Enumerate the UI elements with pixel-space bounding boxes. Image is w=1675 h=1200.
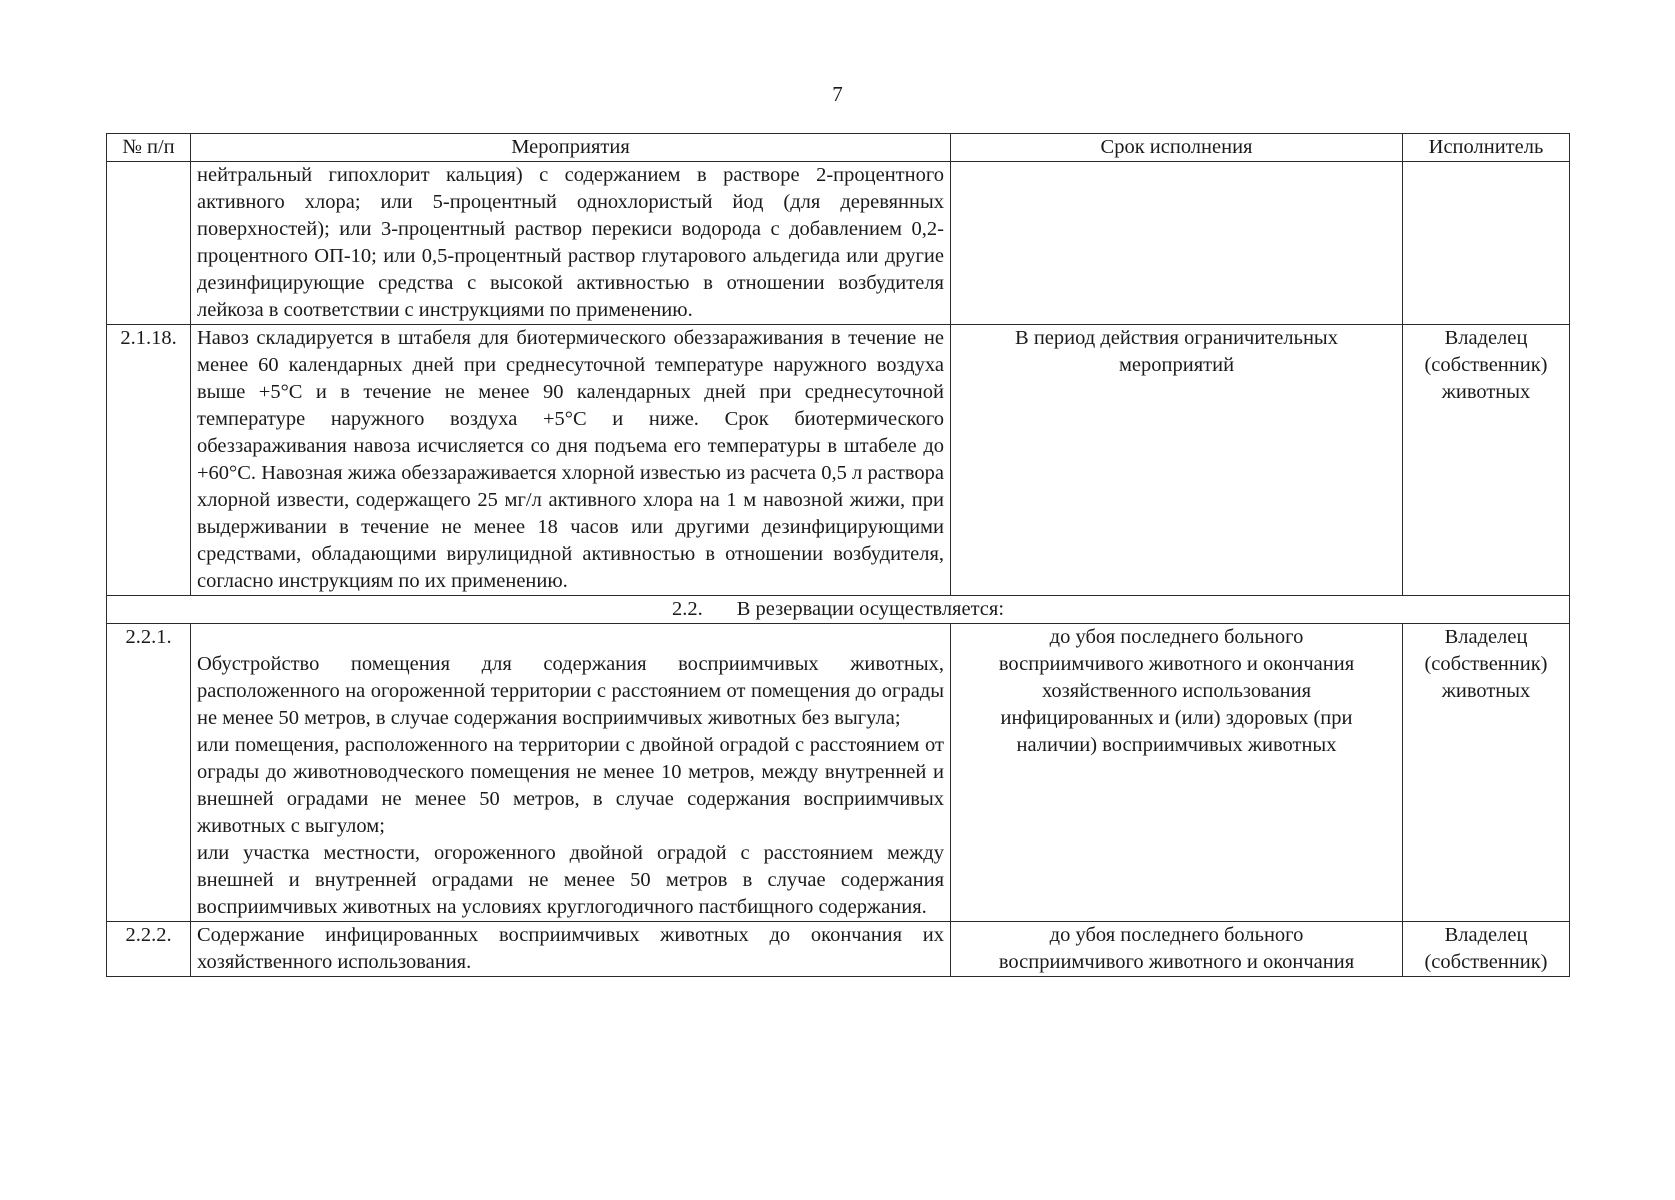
row-term: [951, 162, 1403, 325]
section-row: [107, 596, 1570, 624]
section-heading: [107, 596, 1570, 624]
measures-table: [106, 133, 1570, 977]
table-header-row: [107, 134, 1570, 162]
table-row: [107, 325, 1570, 596]
header-term: Срок исполнения: [951, 134, 1403, 162]
row-text: Обустройство помещения для содержания восприимчивых животных, расположенного на огороженной территории с расстоянием от помещения до ограды не менее 50 метров, в случае содержания восприимчивых животных без выгула; или помещения, расположенного на территории с двойной оградой с расстоянием от ограды до животноводческого помещения не менее 10 метров, между внутренней и внешней оградами не менее 50 метров, в случае содержания восприимчивых животных с выгулом; или участка местности, огороженного двойной оградой с расстоянием между внешней и внутренней оградами не менее 50 метров в случае содержания восприимчивых животных на условиях круглогодичного пастбищного содержания.: [191, 624, 951, 922]
row-term: В период действия ограничительных мероприятий: [951, 325, 1403, 596]
row-text: Содержание инфицированных восприимчивых животных до окончания их хозяйственного использования.: [191, 922, 951, 977]
row-term: до убоя последнего больного восприимчивого животного и окончания: [951, 922, 1403, 977]
row-executor: [1403, 162, 1570, 325]
table-row: [107, 922, 1570, 977]
header-num: № п/п: [107, 134, 191, 162]
row-executor: Владелец (собственник) животных: [1403, 325, 1570, 596]
page-number: 7: [832, 82, 843, 106]
row-text: Навоз складируется в штабеля для биотермического обеззараживания в течение не менее 60 календарных дней при среднесуточной температуре наружного воздуха выше +5°С и в течение не менее 90 календарных дней при среднесуточной температуре наружного воздуха +5°С и ниже. Срок биотермического обеззараживания навоза исчисляется со дня подъема его температуры в штабеле до +60°С. Навозная жижа обеззараживается хлорной известью из расчета 0,5 л раствора хлорной извести, содержащего 25 мг/л активного хлора на 1 м навозной жижи, при выдерживании в течение не менее 18 часов или другими дезинфицирующими средствами, обладающими вирулицидной активностью в отношении возбудителя, согласно инструкциям по их применению.: [191, 325, 951, 596]
row-term: до убоя последнего больного восприимчивого животного и окончания хозяйственного использования инфицированных и (или) здоровых (при наличии) восприимчивых животных: [951, 624, 1403, 922]
table-row: [107, 624, 1570, 922]
row-num: 2.2.2.: [107, 922, 191, 977]
row-executor: Владелец (собственник): [1403, 922, 1570, 977]
row-executor: Владелец (собственник) животных: [1403, 624, 1570, 922]
header-measures: Мероприятия: [191, 134, 951, 162]
section-title: В резервации осуществляется:: [736, 598, 1005, 620]
row-num: [107, 162, 191, 325]
table-row: [107, 162, 1570, 325]
section-number: 2.2.: [671, 598, 703, 620]
row-num: 2.1.18.: [107, 325, 191, 596]
header-executor: Исполнитель: [1403, 134, 1570, 162]
row-num: 2.2.1.: [107, 624, 191, 922]
row-text: нейтральный гипохлорит кальция) с содержанием в растворе 2-процентного активного хлора; или 5-процентный однохлористый йод (для деревянных поверхностей); или 3-процентный раствор перекиси водорода с добавлением 0,2-процентного ОП-10; или 0,5-процентный раствор глутарового альдегида или другие дезинфицирующие средства с высокой активностью в отношении возбудителя лейкоза в соответствии с инструкциями по применению.: [191, 162, 951, 325]
